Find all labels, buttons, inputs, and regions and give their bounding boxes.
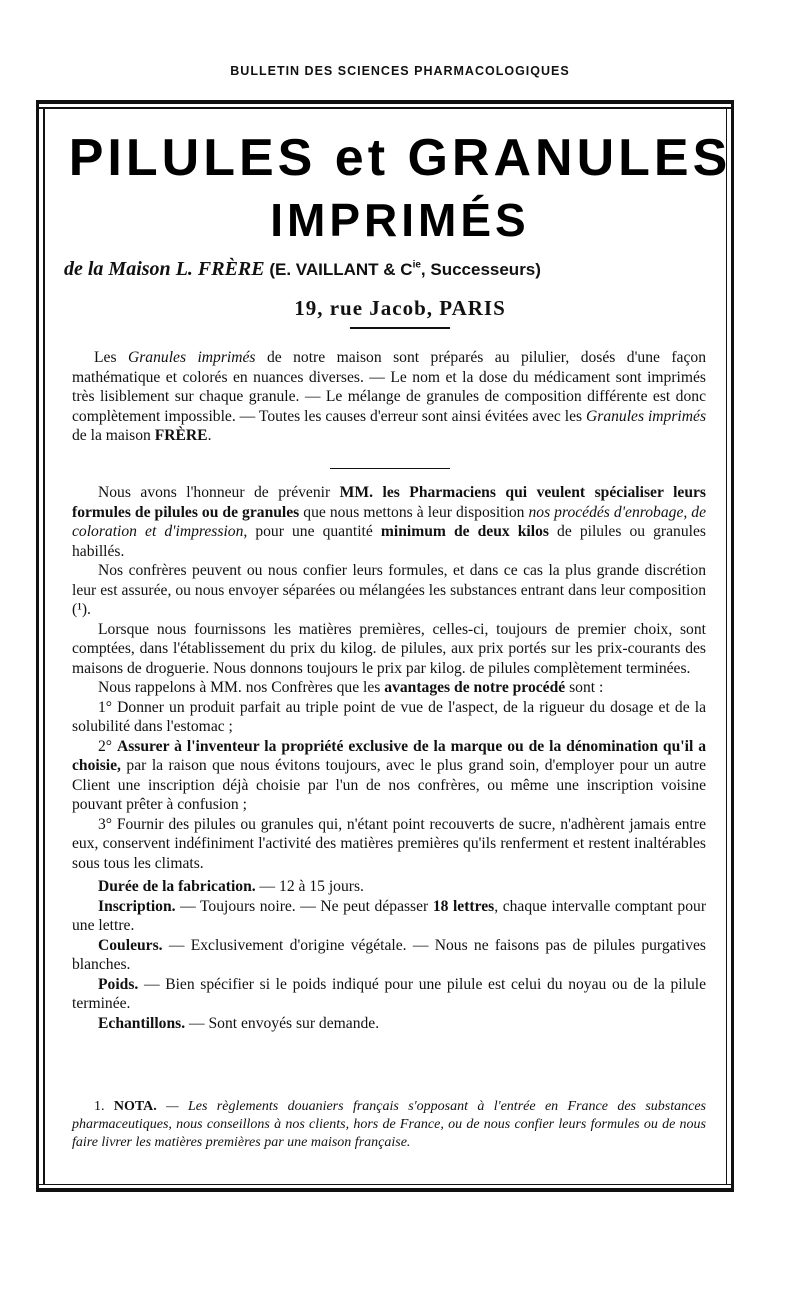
honneur-text-g: de pilules ou granules habillés. [72,523,706,560]
maison-line [64,258,724,281]
point-2 [72,737,706,815]
running-head: BULLETIN DES SCIENCES PHARMACOLOGIQUES [230,64,570,78]
detail-inscription-label: Inscription. [98,897,176,915]
point2-bold: Assurer à l'inventeur la propriété exclusive de la marque ou de la dénomination qu'il a choisie, [72,737,706,774]
detail-couleurs-label: Couleurs. [98,936,163,954]
detail-couleurs [72,936,706,975]
nota-footnote [72,1098,706,1152]
point2-num: 2° [98,737,117,755]
nota-label: NOTA. [113,1099,157,1114]
detail-echantillons-label: Echantillons. [98,1014,186,1032]
detail-inscription [72,897,706,936]
frame-rule-bottom-inner [36,1184,734,1186]
paragraph-matieres: Lorsque nous fournissons les matières premières, celles-ci, toujours de premier choix, sont comptées, dans l'établissement du prix du kilog. de pilules, aux prix portés sur les prix-courants des maisons de droguerie. Nous donnons toujours le prix par kilog. de pilules complètement terminées. [72,620,706,677]
separator-rule [330,468,450,469]
honneur-text-e: pour une quantité [247,523,381,540]
frame-rule-bottom [36,1188,734,1192]
detail-echantillons [72,1014,706,1034]
frame-rule-top [36,100,734,104]
point-3: 3° Fournir des pilules ou granules qui, n'étant point recouverts de sucre, n'adhèrent jamais entre eux, conservent indéfiniment l'activité des matières premières qu'ils renferment et restent inaltérables sous tous les climats. [72,815,706,872]
honneur-italic-d: nos procédés d'enrobage, de coloration et d'impression, [72,503,707,540]
frame-rule-left [36,100,39,1192]
frame-rule-right-inner [726,107,728,1185]
honneur-text-c: que nous mettons à leur disposition [299,503,529,521]
honneur-text-a: Nous avons l'honneur de prévenir [98,484,340,501]
ad-title-line1: PILULES et GRANULES [68,129,732,187]
nota-num: 1. [94,1099,114,1114]
intro-text-2: de notre maison sont préparés au pilulier, dosés d'une façon mathématique et colorés en nuances diverses. — Le nom et la dose du médicament sont imprimés très lisiblement sur chaque granule. — Le mélange de granules de composition différente est donc complètement impossible. — Toutes les causes d'erreur sont ainsi évitées avec les [72,349,706,425]
intro-period: . [207,427,212,444]
detail-poids-label: Poids. [98,975,139,993]
frame-rule-left-inner [43,107,45,1185]
ad-title-line2: IMPRIMÉS [270,194,530,246]
detail-duree [72,877,706,897]
detail-poids [72,975,706,1014]
frame-rule-right [731,100,734,1192]
main-body [72,483,706,1033]
maison-successors: (E. VAILLANT & C [264,260,413,279]
intro-paragraph [72,348,706,446]
detail-echantillons-text: — Sont envoyés sur demande. [185,1014,380,1032]
detail-duree-text: — 12 à 15 jours. [255,878,364,895]
point2-rest: par la raison que nous évitons toujours, avec le plus grand soin, d'employer pour un autre Client une inscription déjà choisie par l'un de nos confrères, ou même une inscription voisine pouvant prêter à confusion ; [72,757,706,813]
address: 19, rue Jacob, PARIS [294,296,506,320]
detail-poids-text: — Bien spécifier si le poids indiqué pour une pilule est celui du noyau ou de la pilule terminée. [72,975,706,1012]
honneur-bold-b: MM. les Pharmaciens qui veulent spécialiser leurs formules de pilules ou de granules [72,484,706,521]
maison-prefix: de la Maison [64,258,176,280]
intro-italic-1: Granules imprimés [127,349,256,366]
rappel-text-a: Nous rappelons à MM. nos Confrères que les [98,679,385,696]
intro-text-1: Les [94,349,128,366]
intro-italic-2: Granules imprimés [586,407,707,425]
detail-duree-label: Durée de la fabrication. [98,878,256,895]
rappel-text-c: sont : [565,679,604,696]
detail-inscription-text2: , chaque intervalle comptant pour une lettre. [72,897,707,934]
maison-name: L. FRÈRE [175,258,265,280]
maison-successors-end: , Successeurs) [420,260,541,279]
maison-sup: ie [412,259,421,271]
intro-text-3: de la maison [72,427,155,444]
intro-bold-frere: FRÈRE [154,427,208,444]
address-underline [350,327,450,329]
paragraph-honneur [72,483,706,561]
detail-inscription-bold: 18 lettres [432,897,495,915]
point-1: 1° Donner un produit parfait au triple point de vue de l'aspect, de la rigueur du dosage et de la solubilité dans l'estomac ; [72,698,706,735]
honneur-bold-f: minimum de deux kilos [380,523,549,540]
paragraph-rappel [72,678,706,698]
paragraph-confreres: Nos confrères peuvent ou nous confier leurs formules, et dans ce cas la plus grande discrétion leur est assurée, ou nous envoyer séparées ou mélangées les substances entrant dans leur composition (¹). [72,562,706,618]
detail-couleurs-text: — Exclusivement d'origine végétale. — Nous ne faisons pas de pilules purgatives blanches. [72,936,706,973]
detail-inscription-text: — Toujours noire. — Ne peut dépasser [175,897,433,915]
rappel-bold-b: avantages de notre procédé [384,679,566,696]
frame-rule-top-inner [36,107,734,109]
nota-text: — Les règlements douaniers français s'opposant à l'entrée en France des substances pharmaceutiques, nous conseillons à nos clients, hors de France, ou de nous confier leurs formules ou de nous faire livrer les matières premières par une maison française. [72,1099,707,1150]
